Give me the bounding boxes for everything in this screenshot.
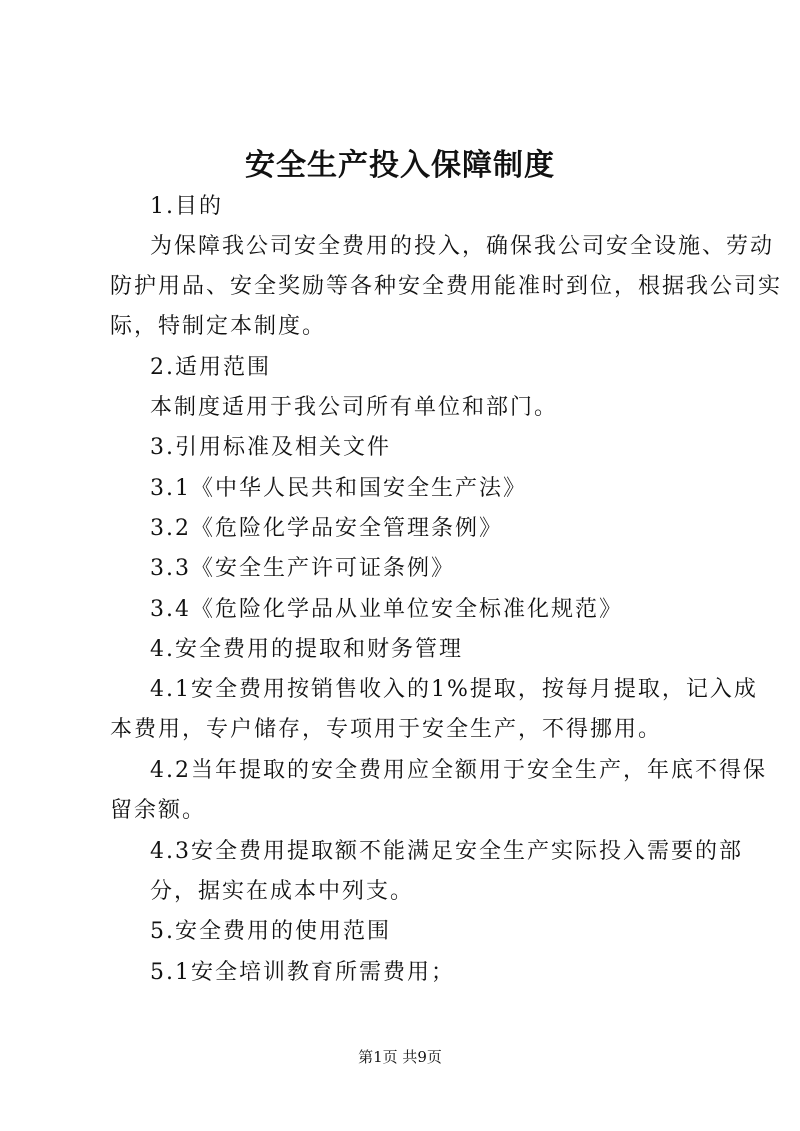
reference-item: 3.2《危险化学品安全管理条例》	[150, 516, 503, 541]
paragraph-line: 本费用，专户储存，专项用于安全生产，不得挪用。	[110, 717, 663, 742]
paragraph-line: 防护用品、安全奖励等各种安全费用能准时到位，根据我公司实	[110, 274, 783, 299]
reference-item: 3.3《安全生产许可证条例》	[150, 556, 455, 581]
paragraph-line: 际，特制定本制度。	[110, 314, 327, 339]
section-heading-usage: 5.安全费用的使用范围	[150, 919, 391, 944]
paragraph-line: 本制度适用于我公司所有单位和部门。	[150, 395, 559, 420]
paragraph-line: 分，据实在成本中列支。	[150, 879, 415, 904]
paragraph-line: 4.3安全费用提取额不能满足安全生产实际投入需要的部	[150, 839, 743, 864]
section-heading-scope: 2.适用范围	[150, 355, 271, 380]
section-heading-references: 3.引用标准及相关文件	[150, 435, 391, 460]
paragraph-line: 4.2当年提取的安全费用应全额用于安全生产，年底不得保	[150, 758, 767, 783]
paragraph-line: 5.1安全培训教育所需费用；	[150, 960, 455, 985]
reference-item: 3.4《危险化学品从业单位安全标准化规范》	[150, 597, 623, 622]
paragraph-line: 留余额。	[110, 798, 207, 823]
section-heading-purpose: 1.目的	[150, 194, 223, 219]
document-title: 安全生产投入保障制度	[245, 148, 555, 183]
page-footer: 第1页 共9页	[358, 1048, 442, 1066]
section-heading-finance: 4.安全费用的提取和财务管理	[150, 637, 463, 662]
paragraph-line: 为保障我公司安全费用的投入，确保我公司安全设施、劳动	[150, 234, 775, 259]
paragraph-line: 4.1安全费用按销售收入的1%提取，按每月提取，记入成	[150, 677, 758, 702]
reference-item: 3.1《中华人民共和国安全生产法》	[150, 476, 527, 501]
